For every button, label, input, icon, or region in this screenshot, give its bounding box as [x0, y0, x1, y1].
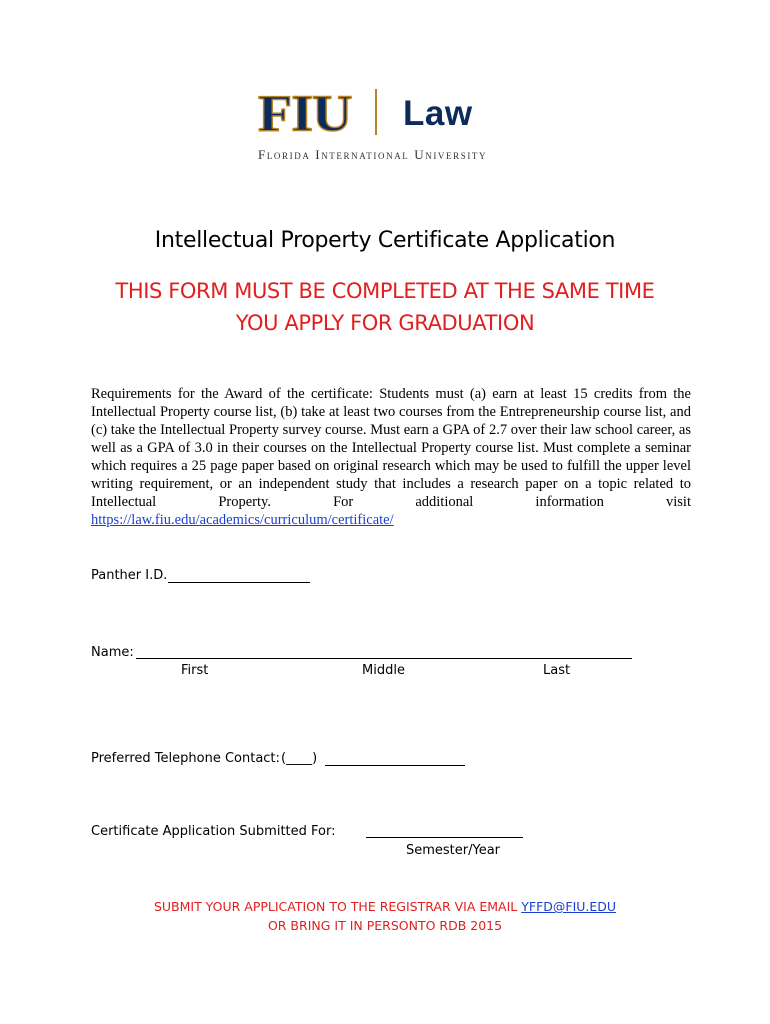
- phone-number-field[interactable]: [325, 765, 465, 766]
- requirements-text: Requirements for the Award of the certificate: Students must (a) earn at least 15 credits from the Intellectual Property course list, (b) take at least two courses from the Entrepreneurship course list, and (c) take the Intellectual Property survey course. Must earn a GPA of 2.7 over their law school career, as well as a GPA of 3.0 in their courses on the Intellectual Property course list. Must complete a seminar which requires a 25 page paper based on original research which may be used to fulfill the upper level writing requirement, or an independent study that includes a research paper on a topic related to Intellectual Property. For additional information visit: [91, 386, 691, 510]
- warning-line-1: THIS FORM MUST BE COMPLETED AT THE SAME TIME: [115, 279, 655, 303]
- warning-line-2: YOU APPLY FOR GRADUATION: [235, 311, 535, 335]
- semester-year-field[interactable]: [366, 837, 523, 838]
- logo-divider: [375, 89, 377, 135]
- registrar-email-link[interactable]: YFFD@FIU.EDU: [521, 899, 617, 914]
- page-title: Intellectual Property Certificate Application: [154, 228, 616, 253]
- university-name: Florida International University: [258, 147, 488, 162]
- footer-line-1: [0, 897, 770, 916]
- name-first-caption: First: [181, 663, 209, 678]
- panther-id-label: Panther I.D.: [91, 568, 168, 583]
- footer-submit-text: SUBMIT YOUR APPLICATION TO THE REGISTRAR VIA EMAIL: [153, 899, 518, 914]
- panther-id-field[interactable]: [168, 582, 310, 583]
- logo-law-text: Law: [403, 94, 473, 133]
- requirements-paragraph: [91, 385, 691, 529]
- name-middle-caption: Middle: [362, 663, 405, 678]
- cert-submitted-label: Certificate Application Submitted For:: [91, 824, 336, 839]
- footer-line-2: OR BRING IT IN PERSONTO RDB 2015: [267, 918, 503, 933]
- certificate-info-link[interactable]: https://law.fiu.edu/academics/curriculum/certificate/: [91, 512, 394, 528]
- name-label: Name:: [91, 645, 134, 660]
- name-field[interactable]: [136, 658, 632, 659]
- name-last-caption: Last: [543, 663, 571, 678]
- semester-year-caption: Semester/Year: [406, 843, 501, 858]
- fiu-logo-mark: FIU: [258, 85, 352, 143]
- phone-area-code-field[interactable]: (____): [281, 751, 318, 766]
- phone-label: Preferred Telephone Contact:: [91, 751, 280, 766]
